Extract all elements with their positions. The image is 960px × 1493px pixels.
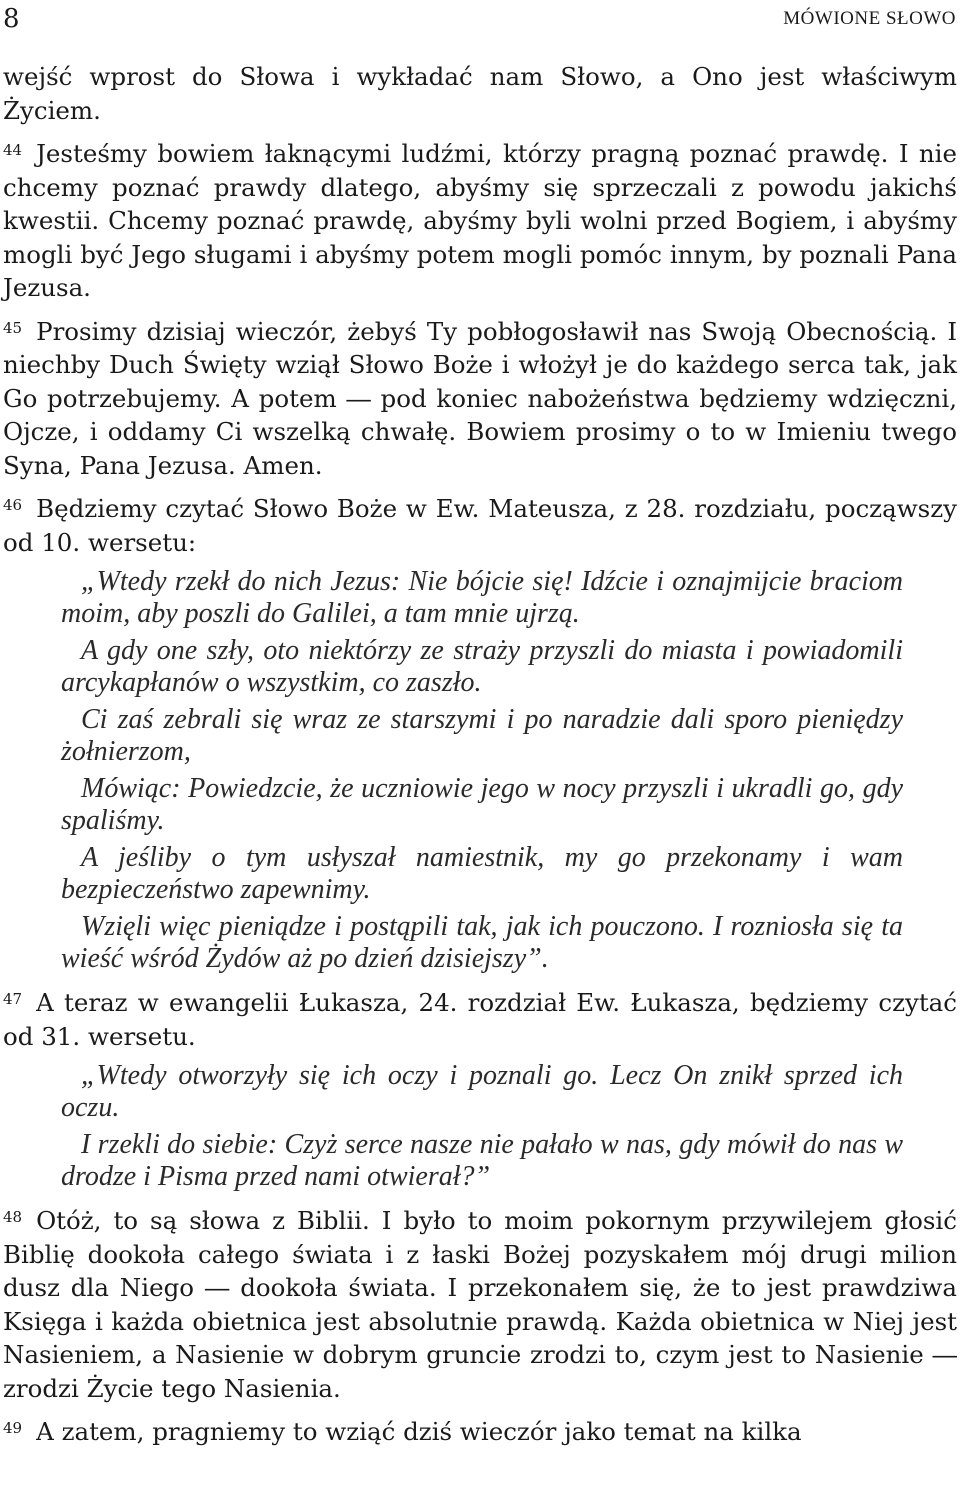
paragraph-text: A teraz w ewangelii Łukasza, 24. rozdział Ew. Łukasza, będziemy czytać od 31. wersetu.: [3, 988, 957, 1051]
paragraph-text: wejść wprost do Słowa i wykładać nam Słowo, a Ono jest właściwym Życiem.: [3, 62, 957, 125]
paragraph-48: [3, 1201, 957, 1405]
paragraph-49: [3, 1412, 957, 1449]
page-header: [0, 0, 960, 40]
paragraph-text: A zatem, pragniemy to wziąć dziś wieczór jako temat na kilka: [36, 1417, 802, 1446]
paragraph-44: [3, 134, 957, 305]
paragraph-number: 44: [3, 141, 23, 159]
quote-block-matthew: [3, 566, 957, 975]
paragraph-45: [3, 312, 957, 483]
paragraph-number: 49: [3, 1419, 23, 1437]
paragraph-number: 45: [3, 318, 23, 337]
paragraph-number: 47: [3, 990, 23, 1008]
page-number: 8: [3, 4, 20, 34]
quote-verse: Wzięli więc pieniądze i postąpili tak, jak ich pouczono. I rozniosła się ta wieść wśród Żydów aż po dzień dzisiejszy”.: [61, 911, 903, 974]
quote-verse: A jeśliby o tym usłyszał namiestnik, my go przekonamy i wam bezpieczeństwo zapewnimy.: [61, 842, 903, 905]
paragraph-46: [3, 489, 957, 559]
paragraph-47: [3, 983, 957, 1053]
body-text: [3, 60, 957, 1456]
paragraph-text: Otóż, to są słowa z Biblii. I było to moim pokornym przywilejem głosić Biblię dookoła całego świata i z łaski Bożej pozyskałem mój drugi milion dusz dla Niego ― dookoła świata. I przekonałem się, że to jest prawdziwa Księga i każda obietnica jest absolutnie prawdą. Każda obietnica w Niej jest Nasieniem, a Nasienie w dobrym gruncie zrodzi to, czym jest to Nasienie ― zrodzi Życie tego Nasienia.: [3, 1206, 957, 1403]
quote-verse: Ci zaś zebrali się wraz ze starszymi i po naradzie dali sporo pieniędzy żołnierzom,: [61, 704, 903, 767]
quote-verse: „Wtedy rzekł do nich Jezus: Nie bójcie się! Idźcie i oznajmijcie braciom moim, aby poszli do Galilei, a tam mnie ujrzą.: [61, 566, 903, 629]
paragraph-number: 48: [3, 1208, 23, 1226]
quote-block-luke: [3, 1060, 957, 1193]
quote-verse: A gdy one szły, oto niektórzy ze straży przyszli do miasta i powiadomili arcykapłanów o wszystkim, co zaszło.: [61, 635, 903, 698]
paragraph-number: 46: [3, 496, 23, 514]
paragraph: [3, 60, 957, 127]
running-title: MÓWIONE SŁOWO: [783, 8, 956, 29]
quote-verse: Mówiąc: Powiedzcie, że uczniowie jego w nocy przyszli i ukradli go, gdy spaliśmy.: [61, 773, 903, 836]
paragraph-text: Jesteśmy bowiem łaknącymi ludźmi, którzy pragną poznać prawdę. I nie chcemy poznać prawdy dlatego, abyśmy się sprzeczali z powodu jakichś kwestii. Chcemy poznać prawdę, abyśmy byli wolni przed Bogiem, i abyśmy mogli być Jego sługami i abyśmy potem mogli pomóc innym, by poznali Pana Jezusa.: [3, 139, 957, 302]
paragraph-text: Prosimy dzisiaj wieczór, żebyś Ty pobłogosławił nas Swoją Obecnością. I niechby Duch Święty wziął Słowo Boże i włożył je do każdego serca tak, jak Go potrzebujemy. A potem ― pod koniec nabożeństwa będziemy wdzięczni, Ojcze, i oddamy Ci wszelką chwałę. Bowiem prosimy o to w Imieniu twego Syna, Pana Jezusa. Amen.: [3, 316, 957, 480]
quote-verse: I rzekli do siebie: Czyż serce nasze nie pałało w nas, gdy mówił do nas w drodze i Pisma przed nami otwierał?”: [61, 1129, 903, 1192]
quote-verse: „Wtedy otworzyły się ich oczy i poznali go. Lecz On znikł sprzed ich oczu.: [61, 1060, 903, 1123]
paragraph-text: Będziemy czytać Słowo Boże w Ew. Mateusza, z 28. rozdziału, począwszy od 10. wersetu:: [3, 494, 957, 557]
